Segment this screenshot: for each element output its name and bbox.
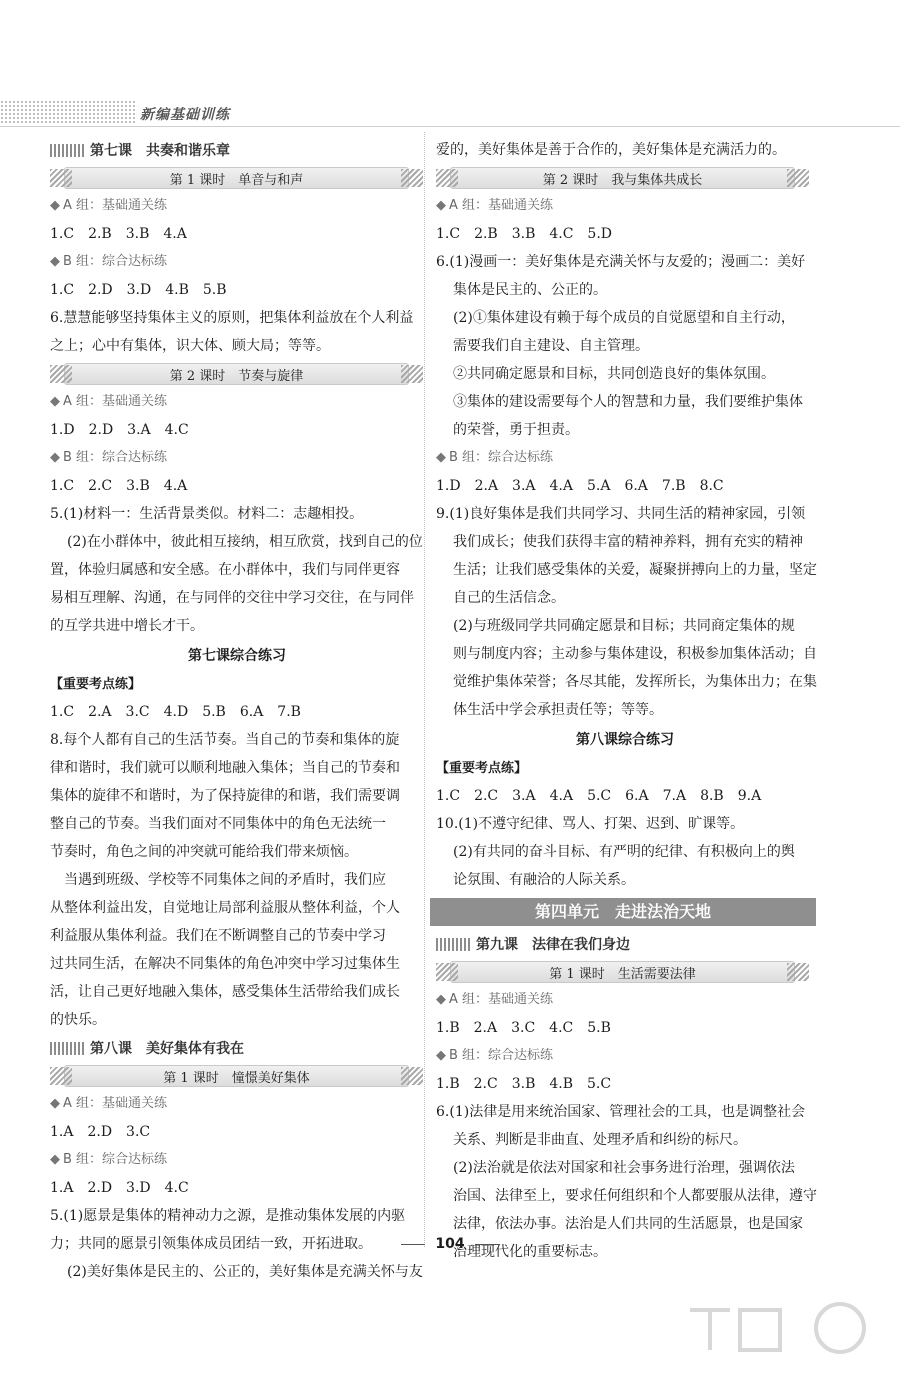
answer-line: 关系、判断是非曲直、处理矛盾和纠纷的标尺。 (453, 1132, 747, 1148)
group-b-label: ◆ B 组：综合达标练 (50, 254, 168, 269)
right-column (436, 136, 817, 1266)
answer-line: 1.B 2.C 3.B 4.B 5.C (436, 1076, 612, 1092)
answer-line: (2)在小群体中，彼此相互接纳，相互欣赏，找到自己的位 (67, 534, 423, 550)
answer-line: 5.(1)愿景是集体的精神动力之源，是推动集体发展的内驱 (50, 1208, 406, 1224)
answer-line: 5.(1)材料一：生活背景类似。材料二：志趣相投。 (50, 506, 364, 522)
answer-line: 1.A 2.D 3.D 4.C (50, 1180, 189, 1196)
diamond-icon: ◆ (436, 450, 446, 465)
lesson-heading: 第七课 共奏和谐乐章 (50, 136, 424, 164)
answer-line: 我们成长；使我们获得丰富的精神养料，拥有充实的精神 (453, 534, 803, 550)
answer-line: 1.D 2.A 3.A 4.A 5.A 6.A 7.B 8.C (436, 478, 724, 494)
answer-line: 力；共同的愿景引领集体成员团结一致，开拓进取。 (50, 1236, 372, 1252)
header-rule (0, 126, 900, 127)
answer-line: 的快乐。 (50, 1012, 106, 1028)
answer-line: 9.(1)良好集体是我们共同学习、共同生活的精神家园，引领 (436, 506, 806, 522)
answer-line: 8.每个人都有自己的生活节奏。当自己的节奏和集体的旋 (50, 732, 400, 748)
answer-line: (2)①集体建设有赖于每个成员的自觉愿望和自主行动， (453, 310, 795, 326)
diamond-icon: ◆ (50, 450, 60, 465)
answer-line: (2)美好集体是民主的、公正的，美好集体是充满关怀与友 (67, 1264, 423, 1280)
group-a-label: ◆ A 组：基础通关练 (436, 992, 554, 1007)
answer-line: 10.(1)不遵守纪律、骂人、打架、迟到、旷课等。 (436, 816, 745, 832)
group-b-label: ◆ B 组：综合达标练 (50, 450, 168, 465)
lesson-heading: 第九课 法律在我们身边 (436, 930, 814, 958)
answer-line: 需要我们自主建设、自主管理。 (453, 338, 649, 354)
answer-line: 整自己的节奏。当我们面对不同集体中的角色无法统一 (50, 816, 386, 832)
answer-line: 过共同生活，在解决不同集体的角色冲突中学习过集体生 (50, 956, 400, 972)
group-a-label: ◆ A 组：基础通关练 (50, 1096, 168, 1111)
answer-line: 6.慧慧能够坚持集体主义的原则，把集体利益放在个人利益 (50, 310, 414, 326)
group-b-label: ◆ B 组：综合达标练 (50, 1152, 168, 1167)
review-heading: 第八课综合练习 (576, 732, 674, 748)
answer-line: 体生活中学会承担责任等；等等。 (453, 702, 663, 718)
period-heading: 第 2 课时 我与集体共成长 (450, 167, 795, 189)
answer-line: 活，让自己更好地融入集体，感受集体生活带给我们成长 (50, 984, 400, 1000)
answer-line: 自己的生活信念。 (453, 590, 565, 606)
answer-line: 易相互理解、沟通，在与同伴的交往中学习交往，在与同伴 (50, 590, 414, 606)
bars-icon (50, 144, 84, 157)
lesson-heading: 第八课 美好集体有我在 (50, 1034, 424, 1062)
answer-line: 治理现代化的重要标志。 (453, 1244, 607, 1260)
answer-line: 利益服从集体利益。我们在不断调整自己的节奏中学习 (50, 928, 386, 944)
answer-line: 集体是民主的、公正的。 (453, 282, 607, 298)
diamond-icon: ◆ (50, 394, 60, 409)
answer-line: 1.D 2.D 3.A 4.C (50, 422, 189, 438)
key-points-label: 【重要考点练】 (50, 677, 142, 692)
header-dot-pattern (0, 100, 135, 124)
answer-line: 1.C 2.A 3.C 4.D 5.B 6.A 7.B (50, 704, 301, 720)
diamond-icon: ◆ (436, 198, 446, 213)
answer-line: 1.A 2.D 3.C (50, 1124, 151, 1140)
answer-line: (2)法治就是依法对国家和社会事务进行治理，强调依法 (453, 1160, 795, 1176)
period-heading: 第 2 课时 节奏与旋律 (64, 363, 409, 385)
answer-line: 之上；心中有集体，识大体、顾大局；等等。 (50, 338, 330, 354)
answer-line: 的荣誉，勇于担责。 (453, 422, 579, 438)
watermark-logo (680, 1300, 880, 1370)
answer-line: 治国、法律至上，要求任何组织和个人都要服从法律，遵守 (453, 1188, 817, 1204)
diamond-icon: ◆ (50, 254, 60, 269)
diamond-icon: ◆ (50, 1096, 60, 1111)
answer-line: 1.B 2.A 3.C 4.C 5.B (436, 1020, 611, 1036)
unit-banner: 第四单元 走进法治天地 (430, 898, 816, 926)
page-number: 104 (0, 1236, 900, 1252)
diamond-icon: ◆ (50, 198, 60, 213)
answer-line: 生活；让我们感受集体的关爱，凝聚拼搏向上的力量，坚定 (453, 562, 817, 578)
answer-line: 法律，依法办事。法治是人们共同的生活愿景，也是国家 (453, 1216, 803, 1232)
answer-line: 爱的，美好集体是善于合作的，美好集体是充满活力的。 (436, 142, 786, 158)
answer-line: 1.C 2.D 3.D 4.B 5.B (50, 282, 227, 298)
bars-icon (436, 938, 470, 951)
answer-line: ③集体的建设需要每个人的智慧和力量，我们要维护集体 (453, 394, 803, 410)
answer-line: 当遇到班级、学校等不同集体之间的矛盾时，我们应 (50, 872, 386, 888)
answer-line: (2)有共同的奋斗目标、有严明的纪律、有积极向上的舆 (453, 844, 795, 860)
answer-line: 的互学共进中增长才干。 (50, 618, 204, 634)
answer-line: 觉维护集体荣誉；各尽其能，发挥所长，为集体出力；在集 (453, 674, 817, 690)
answer-line: 论氛围、有融洽的人际关系。 (453, 872, 635, 888)
answer-line: 1.C 2.C 3.B 4.A (50, 478, 188, 494)
answer-line: ②共同确定愿景和目标，共同创造良好的集体氛围。 (453, 366, 775, 382)
group-b-label: ◆ B 组：综合达标练 (436, 1048, 554, 1063)
diamond-icon: ◆ (436, 1048, 446, 1063)
answer-line: 6.(1)法律是用来统治国家、管理社会的工具，也是调整社会 (436, 1104, 806, 1120)
answer-line: 1.C 2.B 3.B 4.C 5.D (436, 226, 613, 242)
answer-line: 1.C 2.B 3.B 4.A (50, 226, 187, 242)
period-heading: 第 1 课时 憧憬美好集体 (64, 1065, 409, 1087)
answer-line: 节奏时，角色之间的冲突就可能给我们带来烦恼。 (50, 844, 358, 860)
answer-line: 则与制度内容；主动参与集体建设，积极参加集体活动；自 (453, 646, 817, 662)
answer-line: 集体的旋律不和谐时，为了保持旋律的和谐，我们需要调 (50, 788, 400, 804)
bars-icon (50, 1042, 84, 1055)
answer-line: (2)与班级同学共同确定愿景和目标；共同商定集体的规 (453, 618, 795, 634)
key-points-label: 【重要考点练】 (436, 761, 528, 776)
answer-line: 从整体利益出发，自觉地让局部利益服从整体利益，个人 (50, 900, 400, 916)
period-heading: 第 1 课时 生活需要法律 (450, 961, 795, 983)
group-a-label: ◆ A 组：基础通关练 (50, 198, 168, 213)
review-heading: 第七课综合练习 (188, 648, 286, 664)
group-a-label: ◆ A 组：基础通关练 (50, 394, 168, 409)
diamond-icon: ◆ (436, 992, 446, 1007)
answer-line: 1.C 2.C 3.A 4.A 5.C 6.A 7.A 8.B 9.A (436, 788, 762, 804)
answer-line: 律和谐时，我们就可以顺利地融入集体；当自己的节奏和 (50, 760, 400, 776)
answer-line: 6.(1)漫画一：美好集体是充满关怀与友爱的；漫画二：美好 (436, 254, 806, 270)
group-a-label: ◆ A 组：基础通关练 (436, 198, 554, 213)
column-divider (424, 132, 425, 1247)
diamond-icon: ◆ (50, 1152, 60, 1167)
answer-line: 置，体验归属感和安全感。在小群体中，我们与同伴更容 (50, 562, 400, 578)
group-b-label: ◆ B 组：综合达标练 (436, 450, 554, 465)
period-heading: 第 1 课时 单音与和声 (64, 167, 409, 189)
left-column (50, 136, 424, 1286)
book-title: 新编基础训练 (140, 107, 230, 123)
